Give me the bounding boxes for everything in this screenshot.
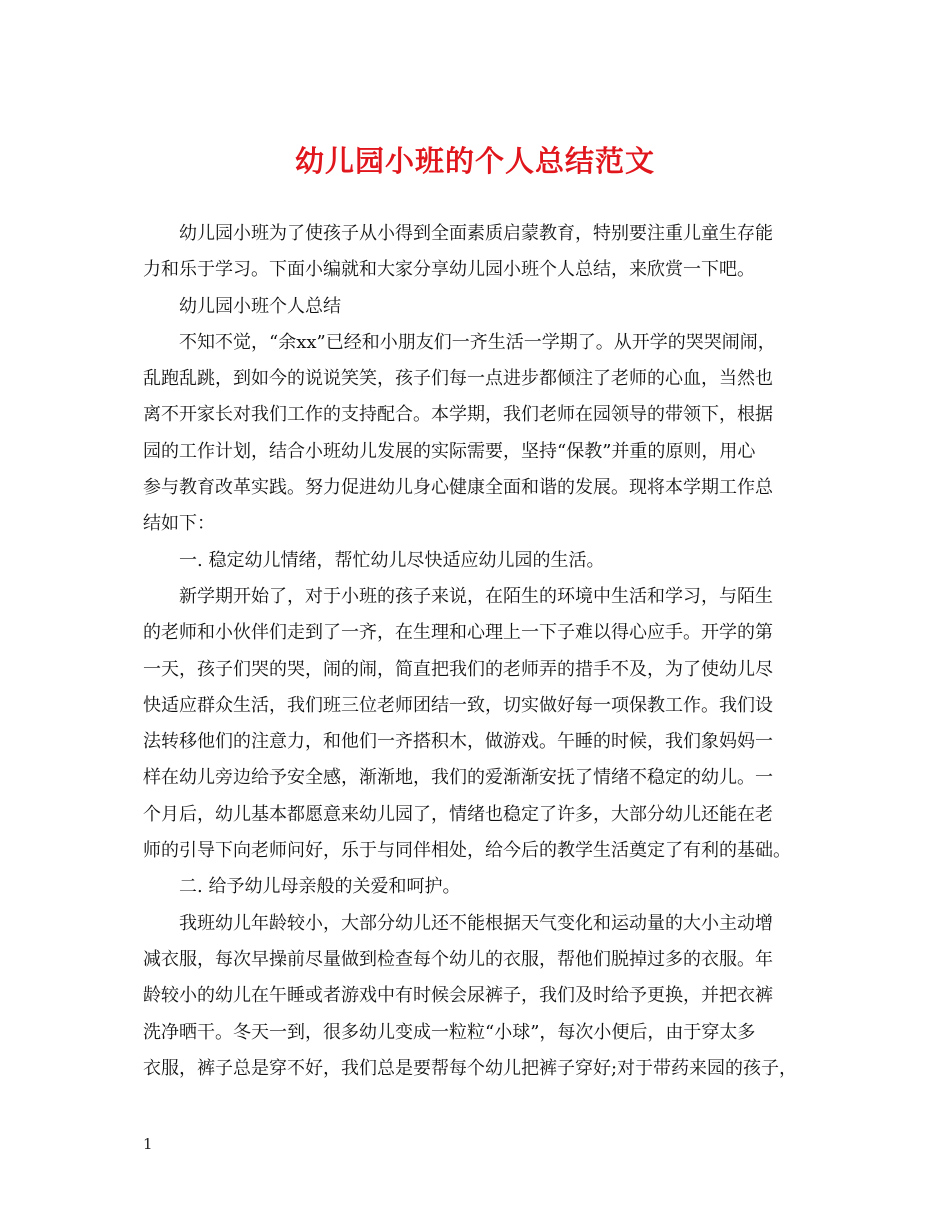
paragraph-line: 结如下： (143, 513, 215, 535)
document-body (143, 216, 813, 1087)
paragraph-line: 快适应群众生活，我们班三位老师团结一致，切实做好每一项保教工作。我们设 (143, 694, 773, 716)
document-title: 幼儿园小班的个人总结范文 (294, 144, 655, 178)
paragraph-line: 不知不觉，“余xx”已经和小朋友们一齐生活一学期了。从开学的哭哭闹闹， (179, 331, 776, 353)
paragraph-line: 减衣服，每次早操前尽量做到检查每个幼儿的衣服，帮他们脱掉过多的衣服。年 (143, 948, 773, 970)
section-heading: 幼儿园小班个人总结 (179, 295, 341, 317)
paragraph-line: 园的工作计划，结合小班幼儿发展的实际需要，坚持“保教”并重的原则，用心 (143, 440, 756, 462)
paragraph-line: 参与教育改革实践。努力促进幼儿身心健康全面和谐的发展。现将本学期工作总 (143, 477, 773, 499)
paragraph-line: 我班幼儿年龄较小，大部分幼儿还不能根据天气变化和运动量的大小主动增 (179, 912, 773, 934)
paragraph-line: 幼儿园小班为了使孩子从小得到全面素质启蒙教育，特别要注重儿童生存能 (179, 223, 773, 244)
page-number: 1 (143, 1135, 153, 1153)
paragraph-line: 乱跑乱跳，到如今的说说笑笑，孩子们每一点进步都倾注了老师的心血，当然也 (143, 368, 773, 390)
paragraph-line: 新学期开始了，对于小班的孩子来说，在陌生的环境中生活和学习，与陌生 (179, 585, 773, 607)
paragraph-line: 法转移他们的注意力，和他们一齐搭积木，做游戏。午睡的时候，我们象妈妈一 (143, 731, 773, 753)
paragraph-line: 一天，孩子们哭的哭，闹的闹，简直把我们的老师弄的措手不及，为了使幼儿尽 (143, 658, 773, 680)
section-heading: 一. 稳定幼儿情绪，帮忙幼儿尽快适应幼儿园的生活。 (179, 549, 605, 571)
paragraph-line: 的老师和小伙伴们走到了一齐，在生理和心理上一下子难以得心应手。开学的第 (143, 622, 773, 644)
paragraph-line: 师的引导下向老师问好，乐于与同伴相处，给今后的教学生活奠定了有利的基础。 (143, 840, 791, 862)
paragraph-line: 龄较小的幼儿在午睡或者游戏中有时候会尿裤子，我们及时给予更换，并把衣裤 (143, 985, 773, 1007)
paragraph-line: 洗净晒干。冬天一到，很多幼儿变成一粒粒“小球”，每次小便后，由于穿太多 (143, 1021, 756, 1043)
section-heading: 二. 给予幼儿母亲般的关爱和呵护。 (179, 876, 461, 898)
paragraph-line: 衣服，裤子总是穿不好，我们总是要帮每个幼儿把裤子穿好;对于带药来园的孩子， (143, 1057, 798, 1079)
paragraph-line: 样在幼儿旁边给予安全感，渐渐地，我们的爱渐渐安抚了情绪不稳定的幼儿。一 (143, 767, 773, 789)
paragraph-line: 离不开家长对我们工作的支持配合。本学期，我们老师在园领导的带领下，根据 (143, 404, 773, 426)
paragraph-line: 个月后，幼儿基本都愿意来幼儿园了，情绪也稳定了许多，大部分幼儿还能在老 (143, 803, 773, 825)
paragraph-line: 力和乐于学习。下面小编就和大家分享幼儿园小班个人总结，来欣赏一下吧。 (143, 259, 755, 281)
